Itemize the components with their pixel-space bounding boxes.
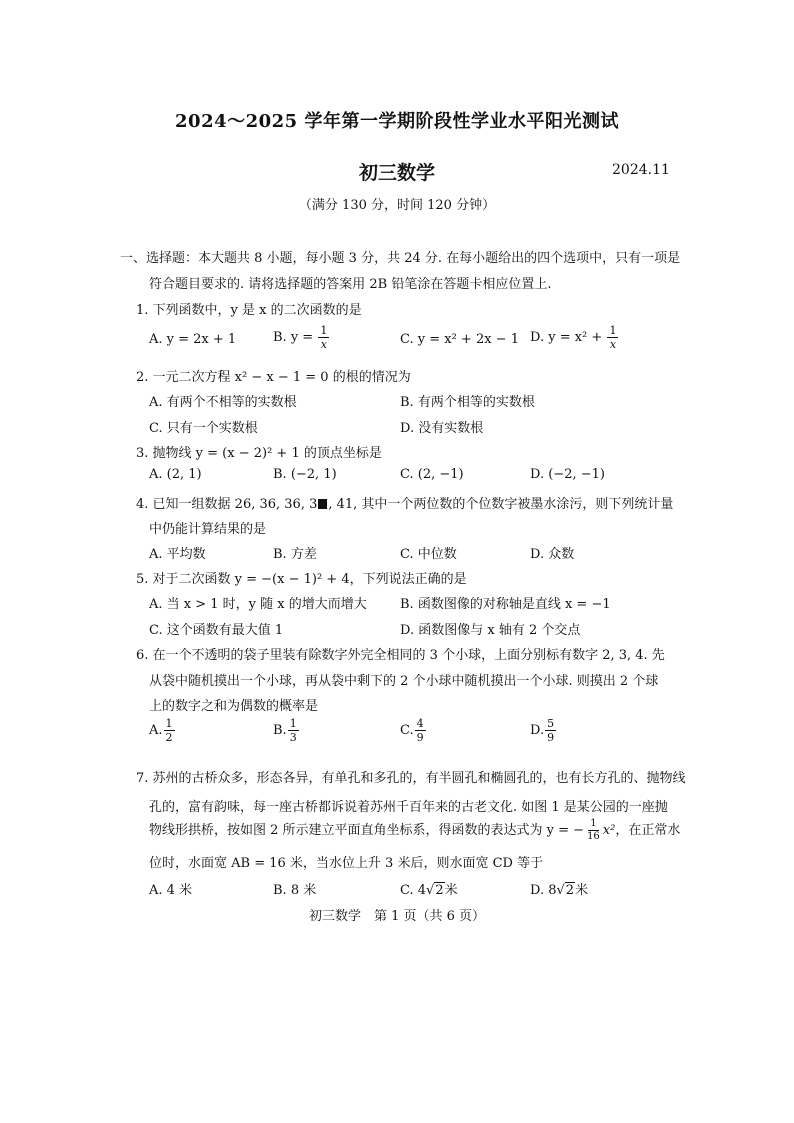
q4-stem-line2: 中仍能计算结果的是: [149, 522, 267, 537]
q1-option-d: D. y = x² + $\frac{1}{x}$: [530, 324, 617, 351]
q4-option-a: A. 平均数: [149, 547, 206, 562]
q2-option-c: C. 只有一个实数根: [149, 421, 258, 436]
q3-option-b: B. (−2, 1): [273, 467, 337, 482]
section-instruction-line1: 一、选择题：本大题共 8 小题，每小题 3 分，共 24 分. 在每小题给出的四个选项中，只有一项是: [120, 251, 681, 266]
q4-option-b: B. 方差: [273, 547, 317, 562]
q6-stem-line3: 上的数字之和为偶数的概率是: [149, 699, 319, 714]
q2-option-b: B. 有两个相等的实数根: [400, 395, 535, 410]
q4-option-c: C. 中位数: [400, 547, 457, 562]
q7-option-c: C. 4√2米: [400, 883, 458, 898]
q6-stem-line1: 6. 在一个不透明的袋子里装有除数字外完全相同的 3 个小球，上面分别标有数字 2, 3, 4. 先: [136, 648, 665, 663]
q5-option-d: D. 函数图像与 x 轴有 2 个交点: [400, 623, 581, 638]
q2-stem: 2. 一元二次方程 x² − x − 1 = 0 的根的情况为: [136, 370, 411, 385]
score-info: （满分 130 分，时间 120 分钟）: [298, 198, 496, 213]
q6-option-a: A. $\frac{1}{2}$: [149, 717, 173, 744]
q4-stem: 4. 已知一组数据 26, 36, 36, 3 , 41, 其中一个两位数的个位数字被墨水涂污，则下列统计量: [136, 497, 674, 512]
q3-stem: 3. 抛物线 y = (x − 2)² + 1 的顶点坐标是: [136, 446, 382, 461]
q6-option-c: C. $\frac{4}{9}$: [400, 717, 424, 744]
exam-date: 2024.11: [612, 162, 670, 178]
q1-option-c: C. y = x² + 2x − 1: [400, 332, 519, 347]
q7-option-a: A. 4 米: [149, 883, 193, 898]
ink-smudge-icon: [318, 499, 327, 509]
page-footer: 初三数学 第 1 页（共 6 页）: [308, 909, 486, 924]
q1-option-b: B. y = $\frac{1}{x}$: [273, 324, 328, 351]
q1-stem: 1. 下列函数中，y 是 x 的二次函数的是: [136, 303, 362, 318]
q7-option-d: D. 8√2米: [530, 883, 589, 898]
subject-title: 初三数学: [358, 162, 435, 184]
q7-stem-line4: 位时，水面宽 AB = 16 米，当水位上升 3 米后，则水面宽 CD 等于: [149, 856, 544, 871]
q4-option-d: D. 众数: [530, 547, 575, 562]
q7-stem-line3: 物线形拱桥，按如图 2 所示建立平面直角坐标系，得函数的表达式为 y = − $\frac{1}{16}$ x²，在正常水: [149, 818, 681, 842]
q1-option-a: A. y = 2x + 1: [149, 332, 237, 347]
q6-stem-line2: 从袋中随机摸出一个小球，再从袋中剩下的 2 个小球中随机摸出一个小球. 则摸出 2 个球: [149, 674, 659, 689]
exam-title: 2024～2025 学年第一学期阶段性学业水平阳光测试: [175, 111, 619, 132]
q2-option-d: D. 没有实数根: [400, 421, 484, 436]
q5-option-b: B. 函数图像的对称轴是直线 x = −1: [400, 597, 611, 612]
q6-option-b: B. $\frac{1}{3}$: [273, 717, 297, 744]
q5-option-c: C. 这个函数有最大值 1: [149, 623, 284, 638]
q3-option-c: C. (2, −1): [400, 467, 464, 482]
q5-stem: 5. 对于二次函数 y = −(x − 1)² + 4，下列说法正确的是: [136, 572, 467, 587]
q5-option-a: A. 当 x > 1 时，y 随 x 的增大而增大: [149, 597, 367, 612]
q3-option-a: A. (2, 1): [149, 467, 202, 482]
q2-option-a: A. 有两个不相等的实数根: [149, 395, 297, 410]
q7-option-b: B. 8 米: [273, 883, 317, 898]
q6-option-d: D. $\frac{5}{9}$: [530, 717, 555, 744]
q7-stem-line1: 7. 苏州的古桥众多，形态各异，有单孔和多孔的，有半圆孔和椭圆孔的，也有长方孔的、抛物线: [136, 771, 686, 786]
section-instruction-line2: 符合题目要求的. 请将选择题的答案用 2B 铅笔涂在答题卡相应位置上.: [149, 277, 552, 292]
q3-option-d: D. (−2, −1): [530, 467, 605, 482]
q7-stem-line2: 孔的，富有韵味，每一座古桥都诉说着苏州千百年来的古老文化. 如图 1 是某公园的一座抛: [149, 800, 668, 815]
